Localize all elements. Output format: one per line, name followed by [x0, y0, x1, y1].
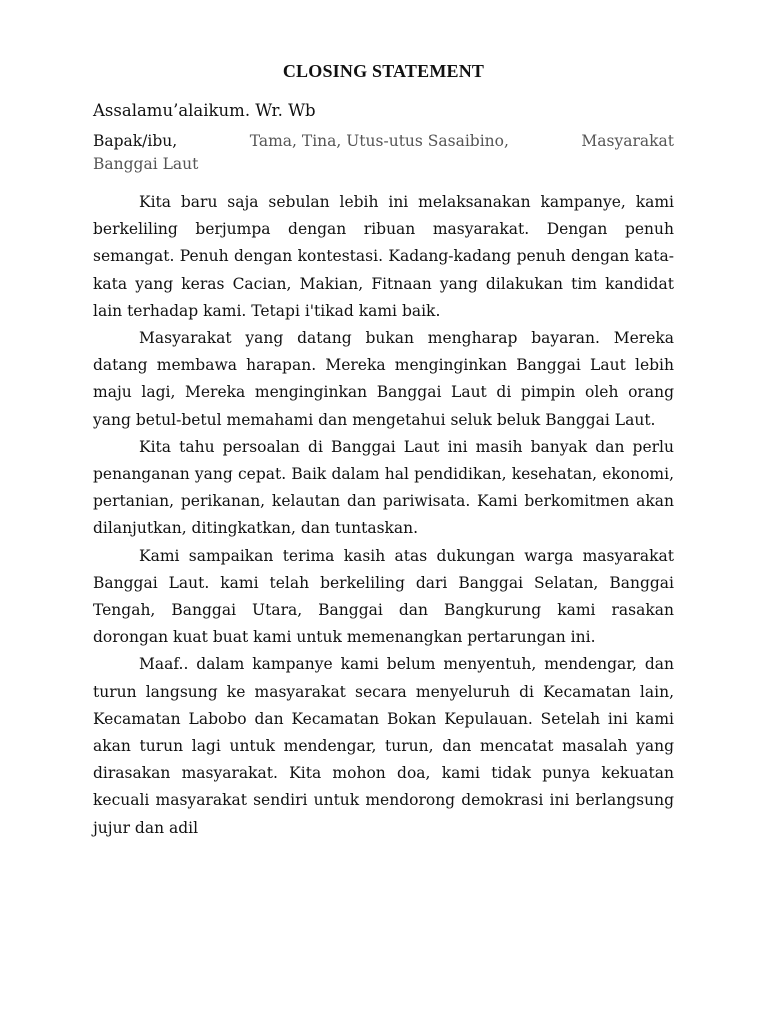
- paragraph-5: Maaf.. dalam kampanye kami belum menyentuh, mendengar, dan turun langsung ke masyarakat secara menyeluruh di Kecamatan lain, Kecamatan Labobo dan Kecamatan Bokan Kepulauan. Setelah ini kami akan turun lagi untuk mendengar, turun, dan mencatat masalah yang dirasakan masyarakat. Kita mohon doa, kami tidak punya kekuatan kecuali masyarakat sendiri untuk mendorong demokrasi ini berlangsung jujur dan adil: [93, 655, 674, 837]
- address-prefix: Bapak/ibu,: [93, 132, 178, 150]
- document-body: [93, 58, 674, 842]
- address-first-line: [93, 130, 674, 153]
- document-title: CLOSING STATEMENT: [282, 61, 485, 81]
- paragraph-4: Kami sampaikan terima kasih atas dukungan warga masyarakat Banggai Laut. kami telah berkeliling dari Banggai Selatan, Banggai Tengah, Banggai Utara, Banggai dan Bangkurung kami rasakan dorongan kuat buat kami untuk memenangkan pertarungan ini.: [93, 546, 674, 647]
- address-names: Tama, Tina, Utus-utus Sasaibino,: [249, 132, 509, 150]
- address-line: [93, 130, 674, 176]
- paragraph-1: Kita baru saja sebulan lebih ini melaksanakan kampanye, kami berkeliling berjumpa dengan ribuan masyarakat. Dengan penuh semangat. Penuh dengan kontestasi. Kadang-kadang penuh dengan kata-kata yang keras Cacian, Makian, Fitnaan yang dilakukan tim kandidat lain terhadap kami. Tetapi i'tikad kami baik.: [93, 193, 674, 320]
- address-community-word2: Banggai Laut: [93, 155, 199, 173]
- paragraph-3: Kita tahu persoalan di Banggai Laut ini masih banyak dan perlu penanganan yang cepat. Baik dalam hal pendidikan, kesehatan, ekonomi, pertanian, perikanan, kelautan dan pariwisata. Kami berkomitmen akan dilanjutkan, ditingkatkan, dan tuntaskan.: [93, 437, 674, 538]
- address-community-word1: Masyarakat: [581, 132, 674, 150]
- paragraph-2: Masyarakat yang datang bukan mengharap bayaran. Mereka datang membawa harapan. Mereka menginginkan Banggai Laut lebih maju lagi, Mereka menginginkan Banggai Laut di pimpin oleh orang yang betul-betul memahami dan mengetahui seluk beluk Banggai Laut.: [93, 329, 674, 429]
- greeting-line: Assalamu’alaikum. Wr. Wb: [93, 101, 316, 120]
